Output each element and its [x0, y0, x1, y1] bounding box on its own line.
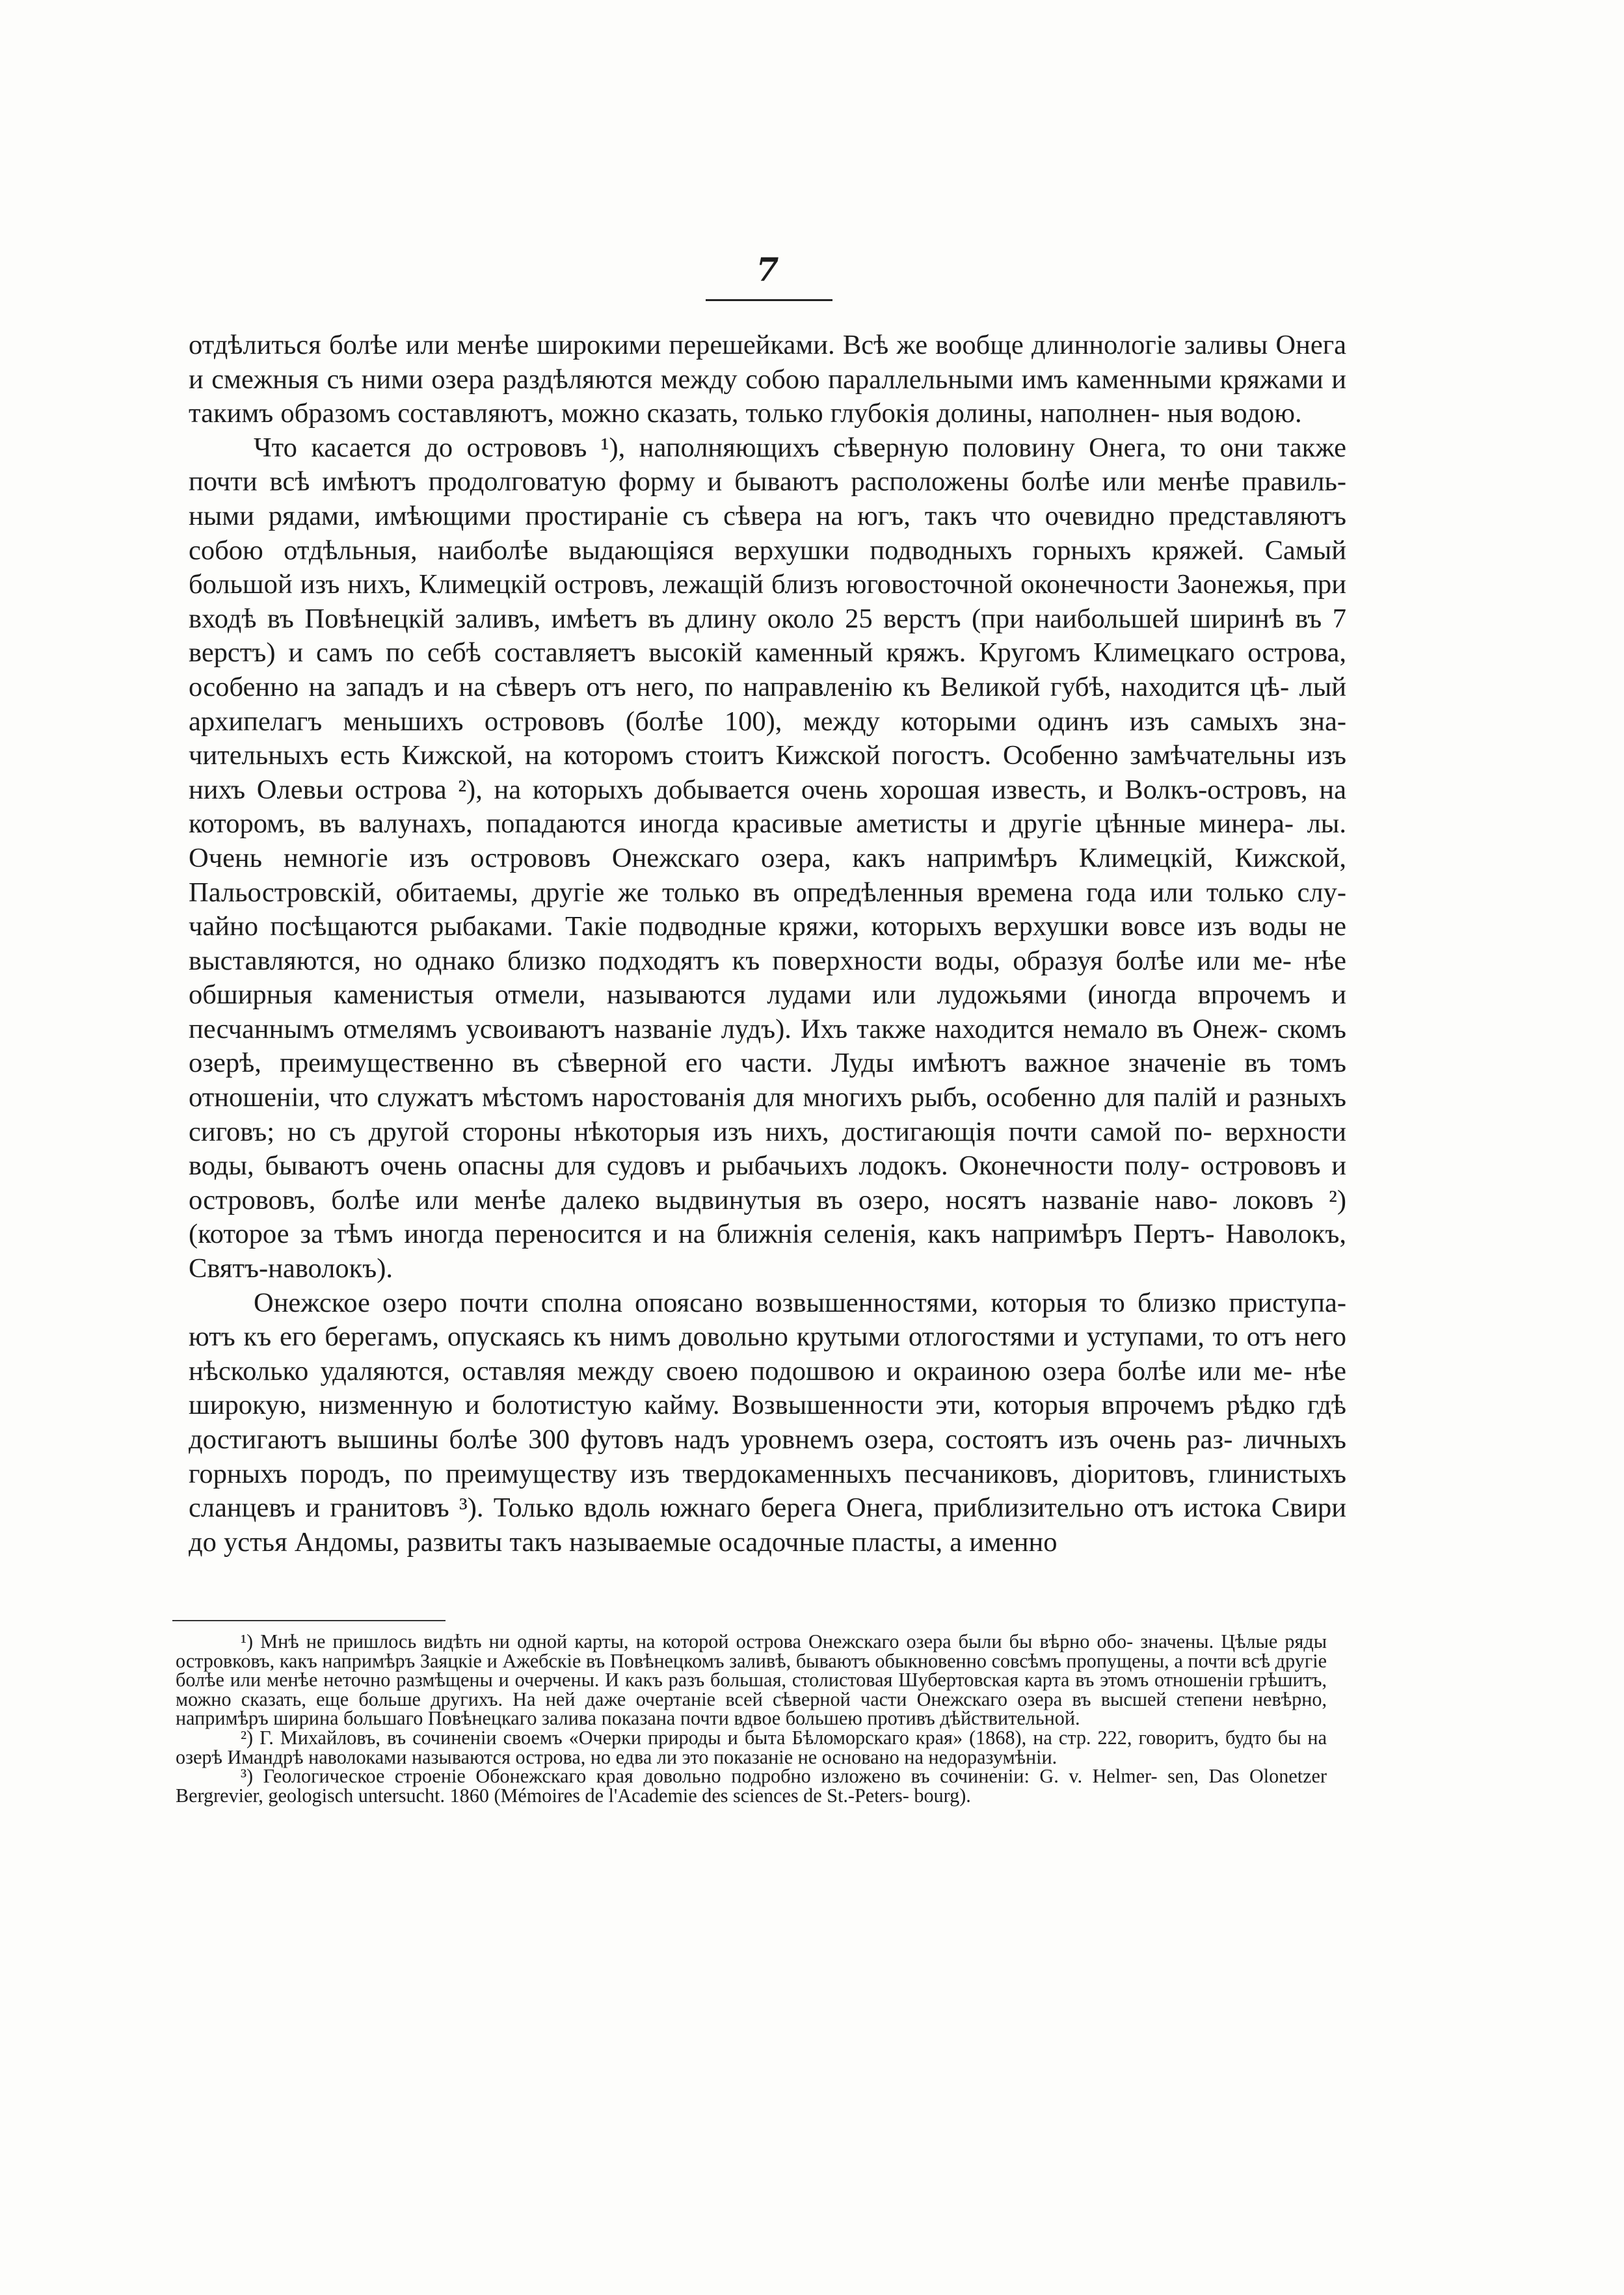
paragraph-islands: Что касается до острововъ ¹), наполняющихъ сѣверную половину Онега, то они также почти всѣ имѣютъ продолговатую форму и бываютъ расположены болѣе или менѣе правиль- ными рядами, имѣющими простираніе съ сѣвера на югъ, такъ что очевидно представляютъ собою отдѣльныя, наиболѣе выдающіяся верхушки подводныхъ горныхъ кряжей. Самый большой изъ нихъ, Климецкій островъ, лежащій близъ юговосточной оконечности Заонежья, при входѣ въ Повѣнецкій заливъ, имѣетъ въ длину около 25 верстъ (при наибольшей ширинѣ въ 7 верстъ) и самъ по себѣ составляетъ высокій каменный кряжъ. Кругомъ Климецкаго острова, особенно на западъ и на сѣверъ отъ него, по направленію къ Великой губѣ, находится цѣ- лый архипелагъ меньшихъ острововъ (болѣе 100), между которыми одинъ изъ самыхъ зна- чительныхъ есть Кижской, на которомъ стоитъ Кижской погостъ. Особенно замѣчательны изъ нихъ Олевьи острова ²), на которыхъ добывается очень хорошая известь, и Волкъ-островъ, на которомъ, въ валунахъ, попадаются иногда красивые аметисты и другіе цѣнные минера- лы. Очень немногіе изъ острововъ Онежскаго озера, какъ напримѣръ Климецкій, Кижской, Пальостровскій, обитаемы, другіе же только въ опредѣленныя времена года или только слу- чайно посѣщаются рыбаками. Такіе подводные кряжи, которыхъ верхушки вовсе изъ воды не выставляются, но однако близко подходятъ къ поверхности воды, образуя болѣе или ме- нѣе обширныя каменистыя отмели, называются лудами или лудожьями (иногда впрочемъ и песчаннымъ отмелямъ усвоиваютъ названіе лудъ). Ихъ также находится немало въ Онеж- скомъ озерѣ, преимущественно въ сѣверной его части. Луды имѣютъ важное значеніе въ томъ отношеніи, что служатъ мѣстомъ наростованія для многихъ рыбъ, особенно для палій и разныхъ сиговъ; но съ другой стороны нѣкоторыя изъ нихъ, достигающія почти самой по- верхности воды, бываютъ очень опасны для судовъ и рыбачьихъ лодокъ. Оконечности полу- острововъ и острововъ, болѣе или менѣе далеко выдвинутыя въ озеро, носятъ названіе наво- локовъ ²) (которое за тѣмъ иногда переносится и на ближнія селенія, какъ напримѣръ Пертъ- Наволокъ, Святъ-наволокъ). — [189, 432, 1346, 1284]
paragraph-heights: Онежское озеро почти сполна опоясано возвышенностями, которыя то близко приступа- ютъ къ его берегамъ, опускаясь къ нимъ довольно крутыми отлогостями и уступами, то отъ него нѣсколько удаляются, оставляя между своею подошвою и окраиною озера болѣе или ме- нѣе широкую, низменную и болотистую кайму. Возвышенности эти, которыя впрочемъ рѣдко гдѣ достигаютъ вышины болѣе 300 футовъ надъ уровнемъ озера, состоятъ изъ очень раз- личныхъ горныхъ породъ, по преимуществу изъ твердокаменныхъ песчаниковъ, діоритовъ, глинистыхъ сланцевъ и гранитовъ ³). Только вдоль южнаго берега Онега, приблизительно отъ истока Свири до устья Андомы, развиты такъ называемые осадочные пласты, а именно — [189, 1287, 1346, 1558]
footnote-separator — [172, 1620, 446, 1621]
page-number-underline — [706, 299, 832, 301]
footnote-1: ¹) Мнѣ не пришлось видѣть ни одной карты, на которой острова Онежскаго озера были бы вѣрно обо- значены. Цѣлые ряды островковъ, какъ напримѣръ Заяцкіе и Ажебскіе въ Повѣнецкомъ заливѣ, бываютъ обыкновенно совсѣмъ пропущены, а почти всѣ другіе болѣе или менѣе неточно размѣщены и очерчены. И какъ разъ большая, столистовая Шубертовская карта въ этомъ отношеніи грѣшитъ, можно сказать, еще больше другихъ. На ней даже очертаніе всей сѣверной части Онежскаго озера въ высшей степени невѣрно, напримѣръ ширина большаго Повѣнецкаго залива показана почти вдвое большею противъ дѣйствительной. — [176, 1630, 1327, 1730]
paragraph-continuation: отдѣлиться болѣе или менѣе широкими перешейками. Всѣ же вообще длиннологіе заливы Онега и смежныя съ ними озера раздѣляются между собою параллельными имъ каменными кряжами и такимъ образомъ составляютъ, можно сказать, только глубокія долины, наполнен- ныя водою. — [189, 330, 1346, 429]
main-text — [189, 328, 1346, 1559]
page-number: 7 — [756, 250, 779, 289]
footnote-3: ³) Геологическое строеніе Обонежскаго края довольно подробно изложено въ сочиненіи: G. v. Helmer- sen, Das Olonetzer Bergrevier, geologisch untersucht. 1860 (Mémoires de l'Academie des sciences de St.-Peters- bourg). — [176, 1765, 1327, 1807]
footnotes — [176, 1632, 1327, 1805]
footnote-2: ²) Г. Михайловъ, въ сочиненіи своемъ «Очерки природы и быта Бѣломорскаго края» (1868), на стр. 222, говоритъ, будто бы на озерѣ Имандрѣ наволоками называются острова, но едва ли это показаніе не основано на недоразумѣніи. — [176, 1726, 1327, 1768]
